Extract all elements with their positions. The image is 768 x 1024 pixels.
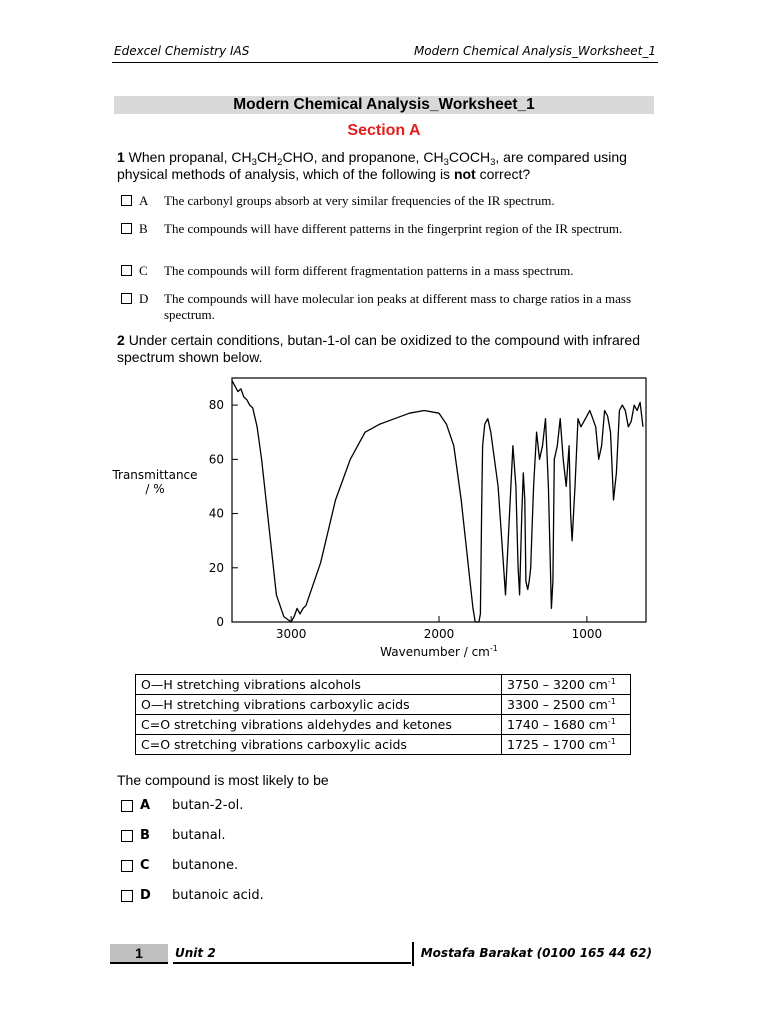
- option-letter: C: [140, 858, 150, 873]
- option-text: The compounds will form different fragmentation patterns in a mass spectrum.: [164, 263, 574, 278]
- option-text: butanone.: [172, 858, 239, 873]
- y-tick-label: 80: [208, 398, 224, 413]
- question-2-number: 2: [117, 332, 125, 348]
- spectrum-line: [232, 381, 643, 622]
- table-row: [136, 715, 631, 735]
- page-header: [112, 44, 658, 63]
- checkbox[interactable]: [121, 890, 133, 902]
- checkbox[interactable]: [121, 860, 133, 872]
- option-letter: D: [140, 888, 151, 903]
- option-text: The carbonyl groups absorb at very similar frequencies of the IR spectrum.: [164, 193, 555, 208]
- y-tick-label: 20: [208, 560, 224, 575]
- option-letter: A: [139, 193, 149, 208]
- ir-reference-table: [135, 674, 631, 755]
- header-right: Modern Chemical Analysis_Worksheet_1: [413, 44, 656, 58]
- question-2-body: Under certain conditions, butan-1-ol can be oxidized to the compound with infrared spectrum shown below.: [117, 332, 640, 365]
- table-cell-range: 3300 – 2500 $cm^{-1}$: [502, 695, 631, 715]
- option-letter: D: [139, 291, 149, 306]
- table-cell-range: 3750 – 3200 $cm^{-1}$: [502, 675, 631, 695]
- y-axis-label-line1: Transmittance: [112, 468, 198, 482]
- question-1-number: 1: [117, 149, 125, 165]
- x-axis-label-unit: -1: [489, 644, 498, 653]
- table-cell-bond: C=O stretching vibrations carboxylic acids: [136, 735, 502, 755]
- x-tick-label: 3000: [275, 627, 307, 641]
- option-text: The compounds will have different patterns in the fingerprint region of the IR spectrum.: [164, 221, 623, 236]
- table-row: [136, 695, 631, 715]
- footer-author: Mostafa Barakat (0100 165 44 62): [420, 946, 652, 960]
- option-letter: A: [140, 798, 151, 813]
- question-1-text: 1 When propanal, $CH_3CH_2CHO$, and propanone, $CH_3COCH_3$, are compared using physical methods of analysis, which of the following is not correct?: [117, 149, 627, 182]
- option-text: butan-2-ol.: [172, 798, 244, 813]
- checkbox[interactable]: [121, 223, 132, 234]
- x-tick-label: 1000: [571, 627, 603, 641]
- checkbox[interactable]: [121, 195, 132, 206]
- page-number: 1: [110, 944, 168, 964]
- table-cell-range: 1740 – 1680 $cm^{-1}$: [502, 715, 631, 735]
- y-tick-label: 60: [208, 452, 224, 467]
- x-axis-label: Wavenumber / $cm^{-1}$: [380, 644, 498, 659]
- option-text: butanal.: [172, 828, 226, 843]
- page-footer: [110, 944, 658, 964]
- question-2-text: [117, 332, 657, 366]
- footer-divider: [412, 942, 414, 966]
- y-tick-label: 40: [208, 506, 224, 521]
- checkbox[interactable]: [121, 265, 132, 276]
- table-cell-bond: O—H stretching vibrations carboxylic acids: [136, 695, 502, 715]
- question-2-prompt: The compound is most likely to be: [117, 772, 329, 788]
- footer-unit: Unit 2: [173, 944, 411, 964]
- table-cell-bond: C=O stretching vibrations aldehydes and ketones: [136, 715, 502, 735]
- option-text: The compounds will have molecular ion peaks at different mass to charge ratios in a mass spectrum.: [164, 291, 632, 322]
- ir-spectrum-chart: [112, 372, 652, 664]
- table-row: [136, 675, 631, 695]
- x-tick-label: 2000: [423, 627, 455, 641]
- y-axis-label-line2: / %: [145, 482, 165, 496]
- table-cell-bond: O—H stretching vibrations alcohols: [136, 675, 502, 695]
- option-letter: B: [140, 828, 150, 843]
- table-cell-range: 1725 – 1700 $cm^{-1}$: [502, 735, 631, 755]
- section-heading: Section A: [347, 122, 421, 139]
- option-letter: B: [139, 221, 148, 236]
- y-tick-label: 0: [216, 615, 224, 629]
- checkbox[interactable]: [121, 830, 133, 842]
- checkbox[interactable]: [121, 800, 133, 812]
- option-text: butanoic acid.: [172, 888, 264, 903]
- table-row: [136, 735, 631, 755]
- option-letter: C: [139, 263, 148, 278]
- checkbox[interactable]: [121, 293, 132, 304]
- plot-frame: [232, 378, 646, 622]
- header-left: Edexcel Chemistry IAS: [114, 44, 250, 58]
- worksheet-title: Modern Chemical Analysis_Worksheet_1: [114, 96, 654, 114]
